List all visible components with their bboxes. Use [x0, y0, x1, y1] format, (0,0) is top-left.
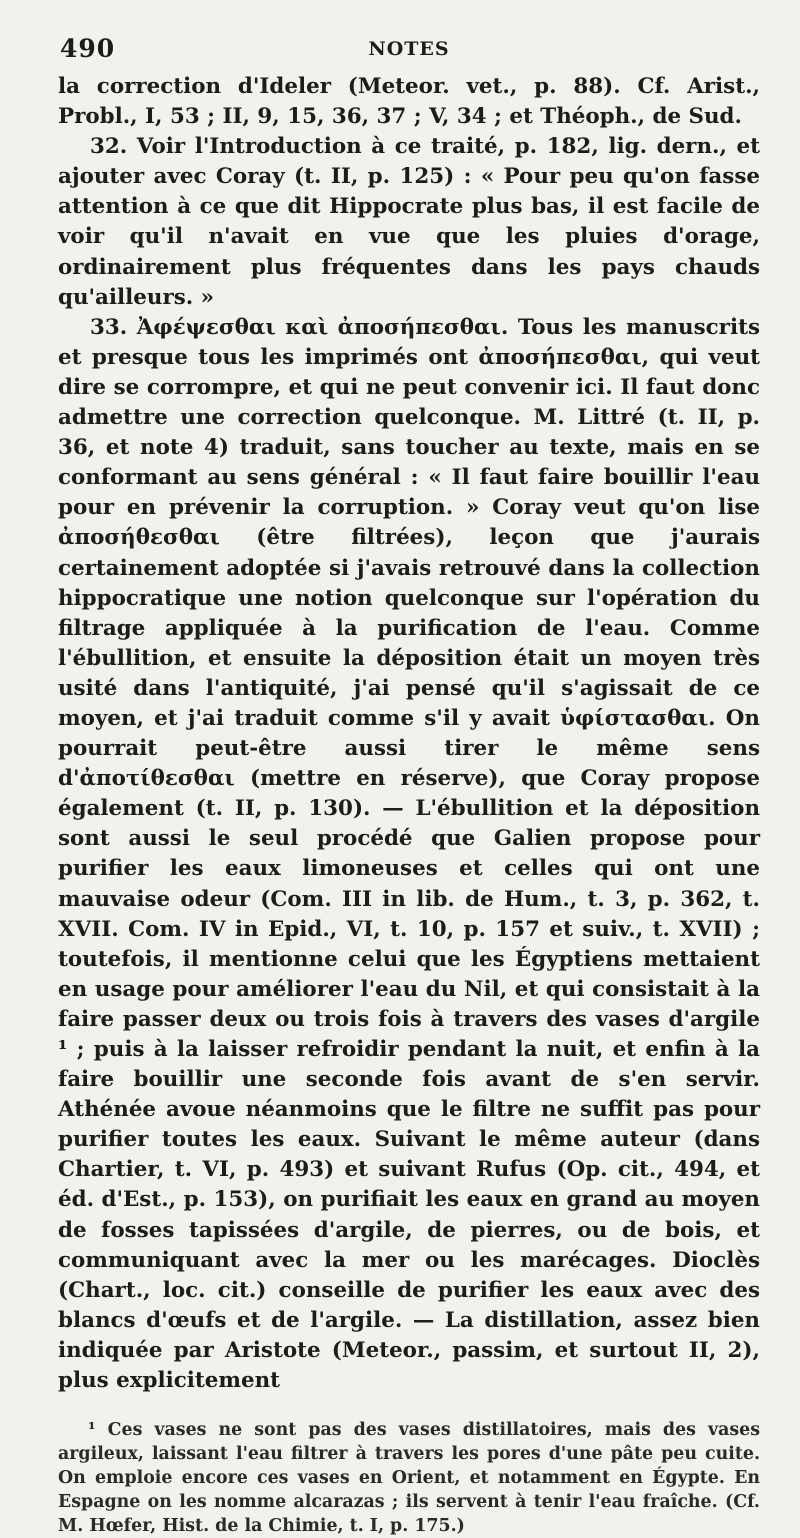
- main-text: [58, 72, 760, 1396]
- page-header: [58, 32, 760, 72]
- note-32: 32. Voir l'Introduction à ce traité, p. 182, lig. dern., et ajouter avec Coray (t. II, p. 125) : « Pour peu qu'on fasse attention à ce que dit Hippocrate plus bas, il est facile de voir qu'il n'avait en vue que les pluies d'orage, ordinairement plus fréquentes dans les pays chauds qu'ailleurs. »: [58, 134, 760, 310]
- footnote-section: [58, 1418, 760, 1538]
- footnote-1: ¹ Ces vases ne sont pas des vases distillatoires, mais des vases argileux, laissant l'eau filtrer à travers les pores d'une pâte peu cuite. On emploie encore ces vases en Orient, et notamment en Égypte. En Espagne on les nomme alcarazas ; ils servent à tenir l'eau fraîche. (Cf. M. Hœfer, Hist. de la Chimie, t. I, p. 175.): [58, 1420, 760, 1537]
- running-title: NOTES: [368, 38, 450, 60]
- page-number: 490: [60, 34, 116, 63]
- note-33: 33. Ἀφέψεσθαι καὶ ἀποσήπεσθαι. Tous les manuscrits et presque tous les imprimés ont ἀποσήπεσθαι, qui veut dire se corrompre, et qui ne peut convenir ici. Il faut donc admettre une correction quelconque. M. Littré (t. II, p. 36, et note 4) traduit, sans toucher au texte, mais en se conformant au sens général : « Il faut faire bouillir l'eau pour en prévenir la corruption. » Coray veut qu'on lise ἀποσήθεσθαι (être filtrées), leçon que j'aurais certainement adoptée si j'avais retrouvé dans la collection hippocratique une notion quelconque sur l'opération du filtrage appliquée à la purification de l'eau. Comme l'ébullition, et ensuite la déposition était un moyen très usité dans l'antiquité, j'ai pensé qu'il s'agissait de ce moyen, et j'ai traduit comme s'il y avait ὑφίστασθαι. On pourrait peut-être aussi tirer le même sens d'ἀποτίθεσθαι (mettre en réserve), que Coray propose également (t. II, p. 130). — L'ébullition et la déposition sont aussi le seul procédé que Galien propose pour purifier les eaux limoneuses et celles qui ont une mauvaise odeur (Com. III in lib. de Hum., t. 3, p. 362, t. XVII. Com. IV in Epid., VI, t. 10, p. 157 et suiv., t. XVII) ; toutefois, il mentionne celui que les Égyptiens mettaient en usage pour améliorer l'eau du Nil, et qui consistait à la faire passer deux ou trois fois à travers des vases d'argile ¹ ; puis à la laisser refroidir pendant la nuit, et enfin à la faire bouillir une seconde fois avant de s'en servir. Athénée avoue néanmoins que le filtre ne suffit pas pour purifier toutes les eaux. Suivant le même auteur (dans Chartier, t. VI, p. 493) et suivant Rufus (Op. cit., 494, et éd. d'Est., p. 153), on purifiait les eaux en grand au moyen de fosses tapissées d'argile, de pierres, ou de bois, et communiquant avec la mer ou les marécages. Dioclès (Chart., loc. cit.) conseille de purifier les eaux avec des blancs d'œufs et de l'argile. — La distillation, assez bien indiquée par Aristote (Meteor., passim, et surtout II, 2), plus explicitement: [58, 314, 760, 1394]
- paragraph-continuation: la correction d'Ideler (Meteor. vet., p. 88). Cf. Arist., Probl., I, 53 ; II, 9, 15, 36, 37 ; V, 34 ; et Théoph., de Sud.: [58, 74, 760, 130]
